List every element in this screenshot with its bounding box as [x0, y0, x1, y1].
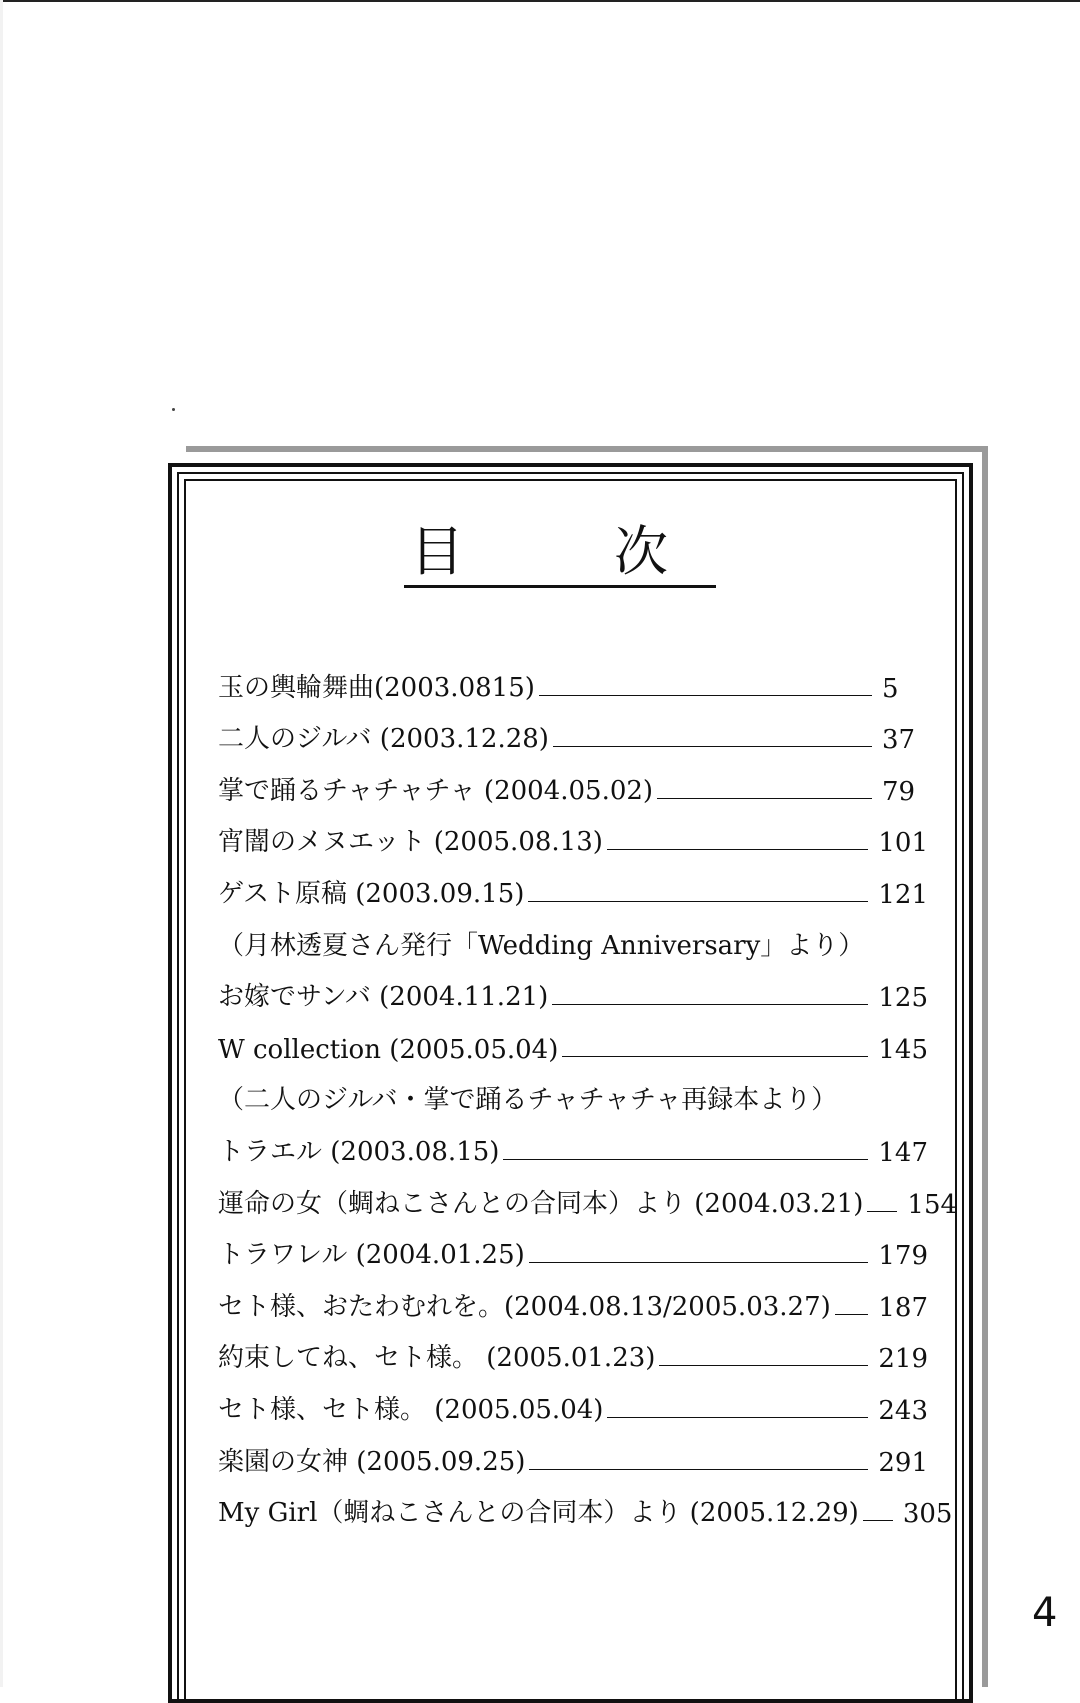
toc-entry	[218, 962, 928, 1014]
toc-entry-page: 5	[882, 673, 899, 704]
toc-leader-line	[659, 1365, 868, 1366]
toc-leader-line	[607, 849, 868, 850]
toc-leader-line	[553, 746, 872, 747]
toc-entry-title: 運命の女（蜩ねこさんとの合同本）より (2004.03.21)	[218, 1188, 864, 1219]
toc-entry	[218, 755, 928, 807]
toc-leader-line	[562, 1056, 868, 1057]
toc-entry	[218, 1323, 928, 1375]
table-of-contents	[218, 652, 958, 1530]
toc-entry	[218, 652, 928, 704]
toc-entry	[218, 1374, 928, 1426]
toc-leader-line	[552, 1004, 868, 1005]
top-rule	[0, 0, 1080, 2]
toc-entry	[218, 807, 928, 859]
toc-entry-title: セト様、おたわむれを。(2004.08.13/2005.03.27)	[218, 1291, 831, 1322]
page-number-mark: 4	[1032, 1590, 1058, 1636]
toc-entry-title: 玉の輿輪舞曲(2003.0815)	[218, 672, 535, 703]
toc-note-text: （月林透夏さん発行「Wedding Anniversary」より）	[218, 930, 865, 961]
toc-entry-page: 37	[882, 725, 916, 756]
toc-leader-line	[863, 1520, 893, 1521]
toc-entry-page: 145	[878, 1034, 928, 1065]
toc-entry	[218, 1168, 958, 1220]
toc-entry-page: 305	[902, 1499, 953, 1530]
toc-leader-line	[503, 1159, 868, 1160]
toc-entry-page: 79	[882, 776, 916, 807]
toc-entry-page: 101	[878, 828, 928, 859]
toc-entry-page: 125	[878, 983, 928, 1014]
page-title-wrapper	[0, 520, 1080, 588]
page-edge	[0, 0, 3, 1687]
toc-entry-title: トラエル (2003.08.15)	[218, 1136, 500, 1167]
toc-note-text: （二人のジルバ・掌で踊るチャチャチャ再録本より）	[218, 1085, 838, 1116]
toc-entry-page: 147	[878, 1137, 928, 1168]
toc-entry-title: 約束してね、セト様。 (2005.01.23)	[218, 1343, 656, 1374]
toc-entry-title: トラワレル (2004.01.25)	[218, 1240, 525, 1271]
toc-entry-title: 楽園の女神 (2005.09.25)	[218, 1446, 526, 1477]
toc-leader-line	[529, 1469, 868, 1470]
toc-entry	[218, 858, 928, 910]
toc-entry-title: セト様、セト様。 (2005.05.04)	[218, 1394, 604, 1425]
toc-entry-title: W collection (2005.05.04)	[218, 1034, 559, 1065]
toc-entry-page: 219	[878, 1344, 928, 1375]
toc-entry	[218, 1271, 928, 1323]
toc-entry-title: My Girl（蜩ねこさんとの合同本）より (2005.12.29)	[218, 1498, 859, 1529]
toc-entry-title: 宵闇のメヌエット (2005.08.13)	[218, 827, 603, 858]
toc-entry-page: 179	[878, 1241, 928, 1272]
toc-entry-page: 121	[878, 879, 928, 910]
toc-entry	[218, 1220, 928, 1272]
toc-entry-page: 154	[907, 1189, 958, 1220]
toc-leader-line	[529, 1262, 869, 1263]
scan-speck	[172, 408, 175, 411]
toc-leader-line	[835, 1314, 869, 1315]
toc-leader-line	[528, 901, 868, 902]
toc-entry-page: 291	[878, 1447, 928, 1478]
toc-entry	[218, 704, 928, 756]
toc-entry	[218, 1013, 928, 1065]
toc-leader-line	[607, 1417, 868, 1418]
toc-note	[218, 910, 928, 962]
toc-note	[218, 1065, 928, 1117]
toc-entry-page: 243	[878, 1395, 928, 1426]
toc-leader-line	[657, 798, 872, 799]
page-title: 目 次	[404, 522, 716, 588]
toc-leader-line	[867, 1211, 897, 1212]
toc-entry	[218, 1426, 928, 1478]
toc-entry	[218, 1116, 928, 1168]
toc-entry-title: お嫁でサンバ (2004.11.21)	[218, 982, 549, 1013]
toc-entry-title: ゲスト原稿 (2003.09.15)	[218, 878, 525, 909]
toc-entry-title: 二人のジルバ (2003.12.28)	[218, 724, 549, 755]
toc-entry-page: 187	[878, 1292, 928, 1323]
toc-entry	[218, 1478, 953, 1530]
toc-leader-line	[539, 695, 872, 696]
toc-entry-title: 掌で踊るチャチャチャ (2004.05.02)	[218, 775, 654, 806]
